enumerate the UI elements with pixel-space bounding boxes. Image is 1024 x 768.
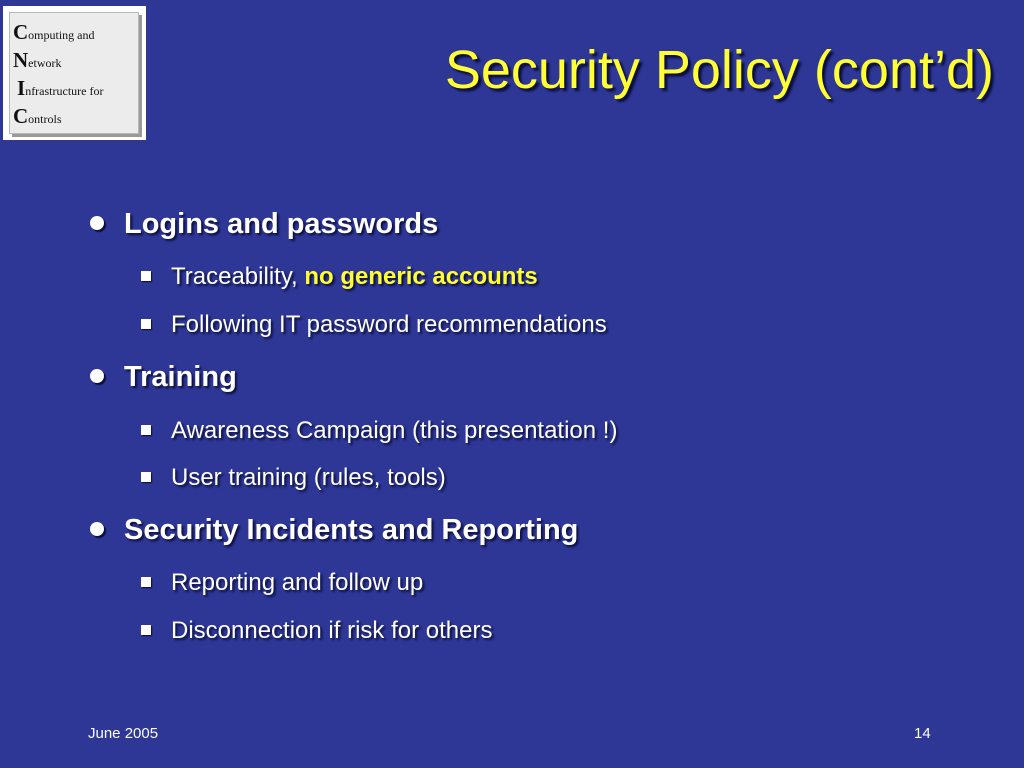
sub-bullet-user-training: User training (rules, tools) <box>141 464 446 492</box>
square-bullet-icon <box>141 577 151 587</box>
round-bullet-icon <box>90 216 104 230</box>
cnic-logo-panel <box>9 12 139 134</box>
bullet-logins-passwords: Logins and passwords <box>90 208 438 241</box>
logo-line-infrastructure: Infrastructure for <box>17 76 104 100</box>
sub-bullet-disconnection: Disconnection if risk for others <box>141 617 492 645</box>
sub-bullet-awareness-campaign: Awareness Campaign (this presentation !) <box>141 417 617 445</box>
sub-bullet-reporting-follow-up: Reporting and follow up <box>141 569 423 597</box>
sub-bullet-password-recommendations: Following IT password recommendations <box>141 311 607 339</box>
slide-title: Security Policy (cont’d) <box>444 40 994 100</box>
bullet-security-incidents: Security Incidents and Reporting <box>90 514 578 547</box>
bullet-training: Training <box>90 361 237 394</box>
logo-line-computing: Computing and <box>13 20 95 44</box>
slide-number: 14 <box>914 725 931 742</box>
sub-bullet-traceability: Traceability, no generic accounts <box>141 263 538 291</box>
square-bullet-icon <box>141 425 151 435</box>
logo-line-controls: Controls <box>13 104 62 128</box>
footer-date: June 2005 <box>88 725 159 742</box>
square-bullet-icon <box>141 319 151 329</box>
cnic-logo <box>3 6 146 140</box>
square-bullet-icon <box>141 625 151 635</box>
logo-line-network: Network <box>13 48 62 72</box>
highlight-text: no generic accounts <box>304 263 538 290</box>
square-bullet-icon <box>141 472 151 482</box>
round-bullet-icon <box>90 522 104 536</box>
round-bullet-icon <box>90 369 104 383</box>
square-bullet-icon <box>141 271 151 281</box>
